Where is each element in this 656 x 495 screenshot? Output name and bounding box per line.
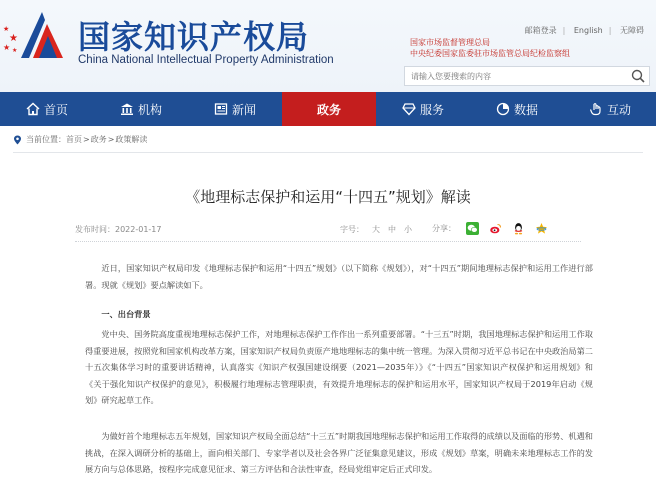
breadcrumb-separator: > <box>107 135 115 144</box>
nav-label: 机构 <box>137 102 162 117</box>
font-size-control <box>340 224 420 235</box>
body-paragraph: 党中央、国务院高度重视地理标志保护工作，对地理标志保护工作作出一系列重要部署。“十三五”时期，我国地理标志保护和运用工作取得重要进展，按照党和国家机构改革方案，国家知识产权局负责原产地地理标志的集中统一管理。为深入贯彻习近平总书记在中央政治局第二十五次集体学习时的重要讲话精神，认真落实《知识产权强国建设纲要（2021—2035年）》《“十四五”国家知识产权保护和运用规划》和《关于强化知识产权保护的意见》，积极履行地理标志管理职责，有效提升地理标志的保护和运用水平，国家知识产权局于2019年启动《规划》研究起草工作。 <box>85 329 593 405</box>
intro-paragraph: 近日，国家知识产权局印发《地理标志保护和运用“十四五”规划》（以下简称《规划》），对“十四五”期间地理标志保护和运用工作进行部署。现就《规划》要点解读如下。 <box>85 263 593 290</box>
accessibility-link[interactable]: 无障碍 <box>620 26 644 35</box>
article-title: 《地理标志保护和运用“十四五”规划》解读 <box>185 188 471 206</box>
site-header <box>0 0 656 92</box>
interact-icon <box>589 102 603 116</box>
cnipa-emblem-icon[interactable] <box>19 10 65 60</box>
breadcrumb <box>13 134 147 145</box>
nav-home[interactable] <box>0 92 94 126</box>
font-size-medium[interactable]: 中 <box>388 225 396 234</box>
divider <box>75 241 581 242</box>
top-links <box>519 25 650 36</box>
nav-data[interactable] <box>470 92 564 126</box>
weibo-icon[interactable] <box>489 222 502 235</box>
location-pin-icon <box>13 135 22 145</box>
font-size-small[interactable]: 小 <box>404 225 412 234</box>
star-decoration: ★ <box>12 47 18 54</box>
star-decoration: ★ <box>3 43 11 52</box>
breadcrumb-affairs[interactable]: 政务 <box>90 135 107 144</box>
section-heading: 一、出台背景 <box>101 309 151 319</box>
body-paragraph: 为做好首个地理标志五年规划，国家知识产权局全面总结“十三五”时期我国地理标志保护和运用工作取得的成绩以及面临的形势、机遇和挑战，在深入调研分析的基础上，面向相关部门、专家学者以及社会各界广泛征集意见建议，形成《规划》草案，明确未来地理标志工作的发展方向与总体思路，按程序完成意见征求、第三方评估和合法性审查，经局党组审定后正式印发。 <box>85 431 593 474</box>
search-box <box>404 66 650 86</box>
nav-interaction[interactable] <box>564 92 656 126</box>
nav-news[interactable] <box>188 92 282 126</box>
nav-label: 服务 <box>419 102 444 117</box>
divider: | <box>562 26 566 35</box>
publish-date: 发布时间：2022-01-17 <box>75 225 162 234</box>
qzone-icon[interactable] <box>535 222 548 235</box>
mail-login-link[interactable]: 邮箱登录 <box>524 26 557 35</box>
search-icon[interactable] <box>629 68 647 84</box>
share-label: 分享： <box>432 224 456 233</box>
nav-organization[interactable] <box>94 92 188 126</box>
article-card <box>0 126 656 495</box>
font-size-large[interactable]: 大 <box>372 225 380 234</box>
breadcrumb-home[interactable]: 首页 <box>66 135 82 144</box>
nav-label: 政务 <box>316 102 341 117</box>
english-link[interactable]: English <box>573 26 603 35</box>
star-decoration: ★ <box>3 25 10 33</box>
nav-label: 新闻 <box>231 102 256 117</box>
service-icon <box>402 102 416 116</box>
font-size-label: 字号： <box>340 225 364 234</box>
nav-government-affairs[interactable] <box>282 92 376 126</box>
qq-icon[interactable] <box>512 222 525 235</box>
wechat-icon[interactable] <box>466 222 479 235</box>
star-decoration: ★ <box>9 33 18 44</box>
nav-label: 首页 <box>43 102 68 117</box>
samr-link[interactable]: 国家市场监督管理总局 <box>410 38 490 47</box>
chart-icon <box>496 102 510 116</box>
breadcrumb-policy[interactable]: 政策解读 <box>115 135 148 144</box>
divider <box>13 152 643 153</box>
site-name-en[interactable]: China National Intellectual Property Administration <box>78 54 334 66</box>
divider: | <box>608 26 612 35</box>
site-name-cn[interactable]: 国家知识产权局 <box>78 18 310 56</box>
nav-label: 数据 <box>513 102 538 117</box>
share-bar <box>432 222 548 235</box>
search-input[interactable] <box>411 69 616 83</box>
main-nav <box>0 92 656 126</box>
breadcrumb-prefix: 当前位置： <box>26 135 66 144</box>
nav-service[interactable] <box>376 92 470 126</box>
breadcrumb-separator: > <box>83 135 90 144</box>
discipline-link[interactable]: 中央纪委国家监委驻市场监管总局纪检监察组 <box>410 49 570 58</box>
news-icon <box>214 102 228 116</box>
home-icon <box>26 102 40 116</box>
nav-label: 互动 <box>606 102 631 117</box>
gov-links <box>410 37 570 59</box>
building-icon <box>120 102 134 116</box>
